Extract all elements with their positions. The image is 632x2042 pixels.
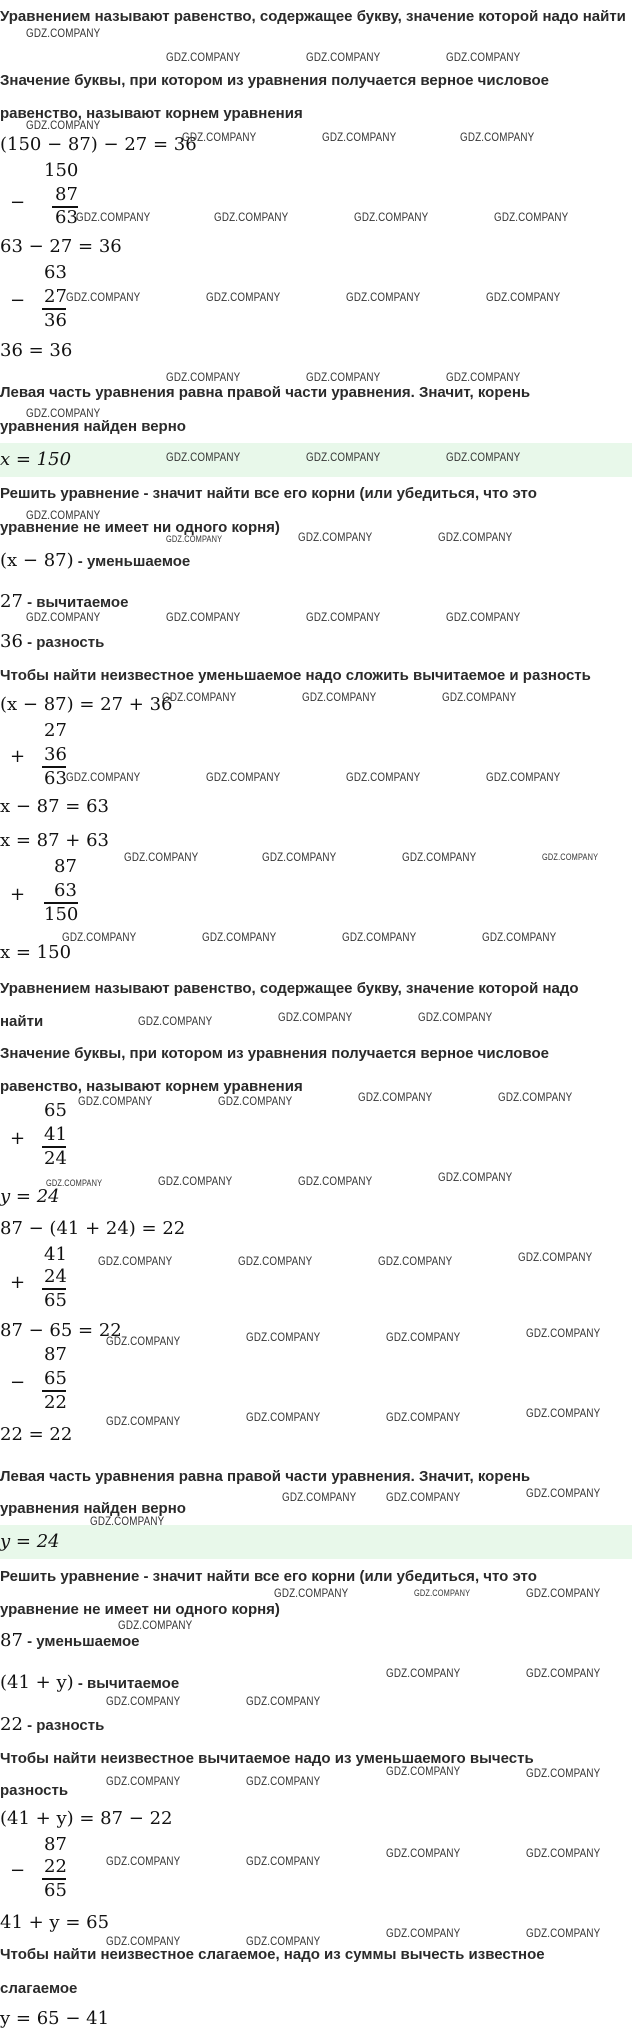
watermark: GDZ.COMPANY — [526, 1766, 601, 1780]
watermark: GDZ.COMPANY — [386, 1764, 461, 1778]
s2-equation-result: y = 24 — [0, 1186, 60, 1207]
watermark: GDZ.COMPANY — [162, 690, 237, 704]
conclusion-line1: Левая часть уравнения равна правой части уравнения. Значит, корень — [0, 384, 531, 401]
watermark: GDZ.COMPANY — [106, 1694, 181, 1708]
s2-equation-step-2: (41 + y) = 87 − 22 — [0, 1808, 173, 1829]
watermark: GDZ.COMPANY — [354, 210, 429, 224]
solve-definition-line2: уравнение не имеет ни одного корня) — [0, 519, 280, 536]
check-equation: (150 − 87) − 27 = 36 — [0, 134, 197, 155]
watermark: GDZ.COMPANY — [342, 930, 417, 944]
watermark: GDZ.COMPANY — [26, 118, 101, 132]
definition-root-line1: Значение буквы, при котором из уравнения получается верное числовое — [0, 72, 549, 89]
watermark: GDZ.COMPANY — [346, 770, 421, 784]
watermark: GDZ.COMPANY — [246, 1330, 321, 1344]
watermark: GDZ.COMPANY — [262, 850, 337, 864]
answer-value: x = 150 — [0, 449, 72, 470]
watermark: GDZ.COMPANY — [182, 130, 257, 144]
s2-term-subtrahend: (41 + y) - вычитаемое — [0, 1672, 180, 1693]
watermark: GDZ.COMPANY — [526, 1926, 601, 1940]
watermark: GDZ.COMPANY — [518, 1250, 593, 1264]
watermark: GDZ.COMPANY — [414, 1588, 471, 1598]
watermark: GDZ.COMPANY — [418, 1010, 493, 1024]
watermark: GDZ.COMPANY — [246, 1854, 321, 1868]
watermark: GDZ.COMPANY — [526, 1486, 601, 1500]
s2-term-difference: 22 - разность — [0, 1714, 105, 1735]
watermark: GDZ.COMPANY — [106, 1854, 181, 1868]
s2-definition-root-line2: равенство, называют корнем уравнения — [0, 1078, 303, 1095]
watermark: GDZ.COMPANY — [166, 610, 241, 624]
watermark: GDZ.COMPANY — [386, 1330, 461, 1344]
watermark: GDZ.COMPANY — [482, 930, 557, 944]
s2-answer-box — [0, 1525, 632, 1559]
watermark: GDZ.COMPANY — [298, 1174, 373, 1188]
watermark: GDZ.COMPANY — [446, 450, 521, 464]
s2-difference-line: 87 − 65 = 22 — [0, 1320, 122, 1341]
watermark: GDZ.COMPANY — [274, 1586, 349, 1600]
s2-solve-definition-line1: Решить уравнение - значит найти все его корни (или убедиться, что это — [0, 1568, 537, 1585]
equation-step-2: x − 87 = 63 — [0, 796, 110, 817]
watermark: GDZ.COMPANY — [166, 370, 241, 384]
watermark: GDZ.COMPANY — [494, 210, 569, 224]
watermark: GDZ.COMPANY — [282, 1490, 357, 1504]
s2-answer-value: y = 24 — [0, 1531, 60, 1552]
watermark: GDZ.COMPANY — [238, 1254, 313, 1268]
watermark: GDZ.COMPANY — [526, 1326, 601, 1340]
equation-result: x = 150 — [0, 942, 72, 963]
watermark: GDZ.COMPANY — [106, 1774, 181, 1788]
s2-conclusion-line1: Левая часть уравнения равна правой части уравнения. Значит, корень — [0, 1468, 531, 1485]
watermark: GDZ.COMPANY — [62, 930, 137, 944]
watermark: GDZ.COMPANY — [66, 290, 141, 304]
watermark: GDZ.COMPANY — [526, 1406, 601, 1420]
watermark: GDZ.COMPANY — [486, 290, 561, 304]
watermark: GDZ.COMPANY — [166, 50, 241, 64]
watermark: GDZ.COMPANY — [526, 1846, 601, 1860]
watermark: GDZ.COMPANY — [202, 930, 277, 944]
s2-definition-root-line1: Значение буквы, при котором из уравнения получается верное числовое — [0, 1045, 549, 1062]
watermark: GDZ.COMPANY — [442, 690, 517, 704]
watermark: GDZ.COMPANY — [26, 610, 101, 624]
watermark: GDZ.COMPANY — [158, 1174, 233, 1188]
watermark: GDZ.COMPANY — [106, 1934, 181, 1948]
watermark: GDZ.COMPANY — [26, 406, 101, 420]
term-difference: 36 - разность — [0, 631, 105, 652]
watermark: GDZ.COMPANY — [106, 1414, 181, 1428]
watermark: GDZ.COMPANY — [26, 508, 101, 522]
watermark: GDZ.COMPANY — [378, 1254, 453, 1268]
watermark: GDZ.COMPANY — [346, 290, 421, 304]
watermark: GDZ.COMPANY — [78, 1094, 153, 1108]
conclusion-line2: уравнения найден верно — [0, 418, 186, 435]
watermark: GDZ.COMPANY — [542, 852, 599, 862]
watermark: GDZ.COMPANY — [206, 290, 281, 304]
watermark: GDZ.COMPANY — [76, 210, 151, 224]
definition-equation: Уравнением называют равенство, содержащее букву, значение которой надо найти — [0, 8, 626, 25]
watermark: GDZ.COMPANY — [526, 1666, 601, 1680]
term-minuend: (x − 87) - уменьшаемое — [0, 550, 191, 571]
watermark: GDZ.COMPANY — [386, 1410, 461, 1424]
s2-definition-equation-line2: найти — [0, 1013, 44, 1030]
watermark: GDZ.COMPANY — [66, 770, 141, 784]
watermark: GDZ.COMPANY — [386, 1490, 461, 1504]
watermark: GDZ.COMPANY — [218, 1094, 293, 1108]
watermark: GDZ.COMPANY — [298, 530, 373, 544]
s2-equation-step-3: 41 + y = 65 — [0, 1912, 110, 1933]
watermark: GDZ.COMPANY — [90, 1514, 165, 1528]
s2-rule-subtrahend-line1: Чтобы найти неизвестное вычитаемое надо из уменьшаемого вычесть — [0, 1750, 534, 1767]
watermark: GDZ.COMPANY — [438, 530, 513, 544]
watermark: GDZ.COMPANY — [306, 610, 381, 624]
watermark: GDZ.COMPANY — [402, 850, 477, 864]
watermark: GDZ.COMPANY — [98, 1254, 173, 1268]
equation-step-3: x = 87 + 63 — [0, 830, 110, 851]
definition-root-line2: равенство, называют корнем уравнения — [0, 105, 303, 122]
equality-check: 36 = 36 — [0, 340, 73, 361]
watermark: GDZ.COMPANY — [166, 534, 223, 544]
watermark: GDZ.COMPANY — [386, 1926, 461, 1940]
watermark: GDZ.COMPANY — [322, 130, 397, 144]
watermark: GDZ.COMPANY — [498, 1090, 573, 1104]
s2-rule-subtrahend-line2: разность — [0, 1782, 69, 1799]
watermark: GDZ.COMPANY — [46, 1178, 103, 1188]
watermark: GDZ.COMPANY — [386, 1846, 461, 1860]
watermark: GDZ.COMPANY — [486, 770, 561, 784]
rule-minuend: Чтобы найти неизвестное уменьшаемое надо сложить вычитаемое и разность — [0, 667, 591, 684]
s2-term-minuend: 87 - уменьшаемое — [0, 1630, 140, 1651]
watermark: GDZ.COMPANY — [278, 1010, 353, 1024]
watermark: GDZ.COMPANY — [206, 770, 281, 784]
equation-step-1: (x − 87) = 27 + 36 — [0, 694, 173, 715]
watermark: GDZ.COMPANY — [246, 1774, 321, 1788]
s2-definition-equation-line1: Уравнением называют равенство, содержащее букву, значение которой надо — [0, 980, 579, 997]
watermark: GDZ.COMPANY — [246, 1934, 321, 1948]
s2-rule-addend-line1: Чтобы найти неизвестное слагаемое, надо из суммы вычесть известное — [0, 1946, 545, 1963]
watermark: GDZ.COMPANY — [446, 370, 521, 384]
watermark: GDZ.COMPANY — [302, 690, 377, 704]
s2-equation-step-4: y = 65 − 41 — [0, 2008, 110, 2029]
watermark: GDZ.COMPANY — [124, 850, 199, 864]
s2-equality-check: 22 = 22 — [0, 1424, 73, 1445]
watermark: GDZ.COMPANY — [246, 1694, 321, 1708]
watermark: GDZ.COMPANY — [460, 130, 535, 144]
watermark: GDZ.COMPANY — [358, 1090, 433, 1104]
s2-conclusion-line2: уравнения найден верно — [0, 1500, 186, 1517]
watermark: GDZ.COMPANY — [306, 450, 381, 464]
difference-line: 63 − 27 = 36 — [0, 236, 122, 257]
watermark: GDZ.COMPANY — [166, 450, 241, 464]
watermark: GDZ.COMPANY — [26, 26, 101, 40]
s2-rule-addend-line2: слагаемое — [0, 1980, 78, 1997]
watermark: GDZ.COMPANY — [214, 210, 289, 224]
watermark: GDZ.COMPANY — [526, 1586, 601, 1600]
watermark: GDZ.COMPANY — [446, 50, 521, 64]
watermark: GDZ.COMPANY — [138, 1014, 213, 1028]
term-subtrahend: 27 - вычитаемое — [0, 591, 129, 612]
s2-solve-definition-line2: уравнение не имеет ни одного корня) — [0, 1601, 280, 1618]
solve-definition-line1: Решить уравнение - значит найти все его корни (или убедиться, что это — [0, 485, 537, 502]
watermark: GDZ.COMPANY — [306, 370, 381, 384]
watermark: GDZ.COMPANY — [438, 1170, 513, 1184]
watermark: GDZ.COMPANY — [246, 1410, 321, 1424]
watermark: GDZ.COMPANY — [106, 1334, 181, 1348]
s2-check-equation: 87 − (41 + 24) = 22 — [0, 1218, 186, 1239]
watermark: GDZ.COMPANY — [306, 50, 381, 64]
watermark: GDZ.COMPANY — [446, 610, 521, 624]
watermark: GDZ.COMPANY — [118, 1618, 193, 1632]
watermark: GDZ.COMPANY — [386, 1666, 461, 1680]
